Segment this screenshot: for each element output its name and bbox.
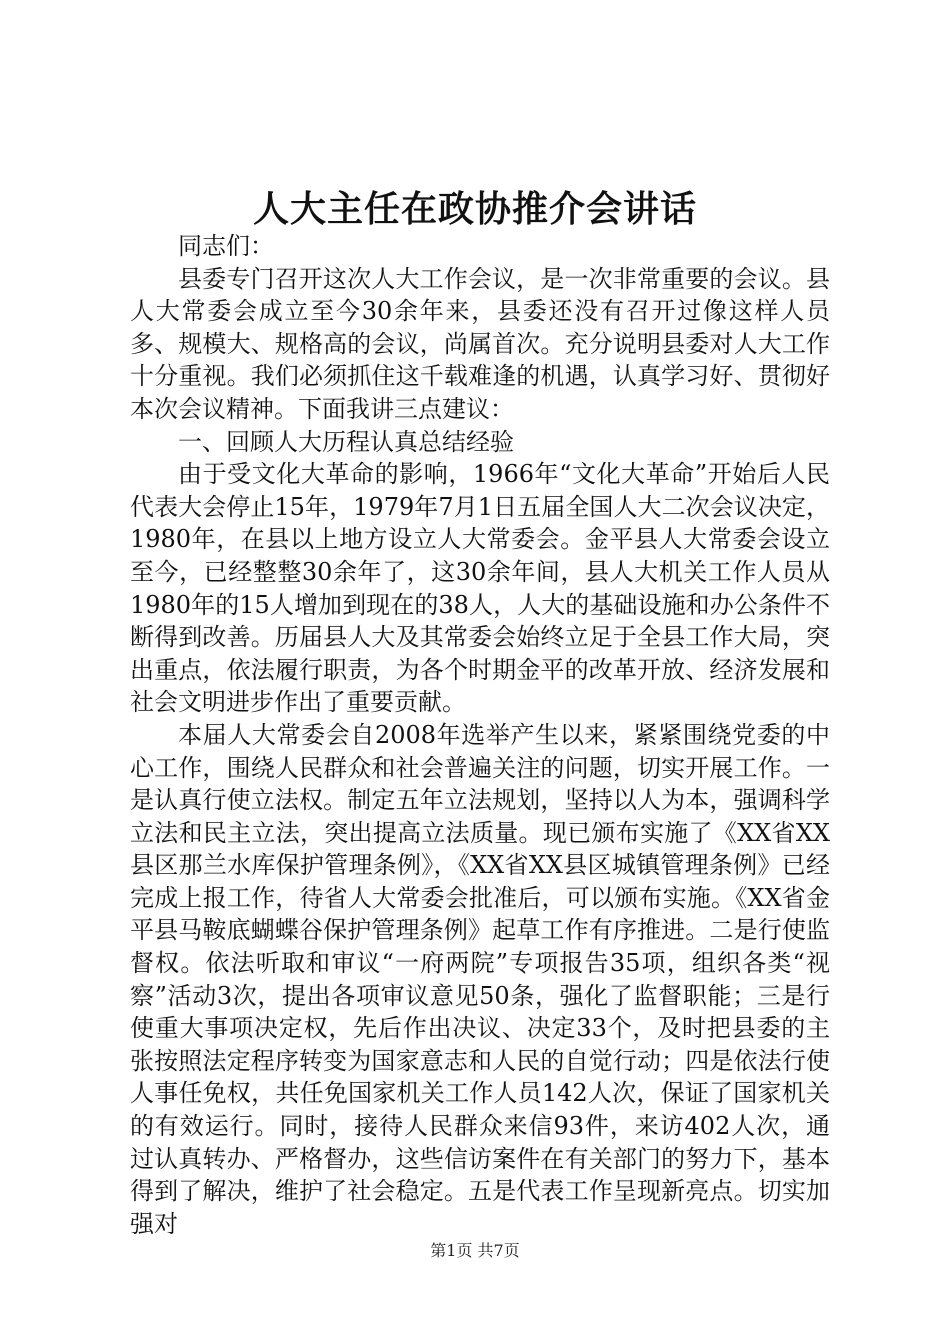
document-title: 人大主任在政协推介会讲话: [252, 188, 697, 230]
section-heading-1: 一、回顾人大历程认真总结经验: [178, 427, 514, 456]
document-body: [130, 230, 830, 1240]
salutation-paragraph: 同志们：: [178, 232, 274, 260]
achievements-paragraph: 本届人大常委会自2008年选举产生以来，紧紧围绕党委的中心工作，围绕人民群众和社会普遍关注的问题，切实开展工作。一是认真行使立法权。制定五年立法规划，坚持以人为本，强调科学立法和民主立法，突出提高立法质量。现已颁布实施了《XX省XX县区那兰水库保护管理条例》，《XX省XX县区城镇管理条例》已经完成上报工作，待省人大常委会批准后，可以颁布实施。《XX省金平县马鞍底蝴蝶谷保护管理条例》起草工作有序推进。二是行使监督权。依法听取和审议“一府两院”专项报告35项，组织各类“视察”活动3次，提出各项审议意见50条，强化了监督职能；三是行使重大事项决定权，先后作出决议、决定33个，及时把县委的主张按照法定程序转变为国家意志和人民的自觉行动；四是依法行使人事任免权，共任免国家机关工作人员142人次，保证了国家机关的有效运行。同时，接待人民群众来信93件，来访402人次，通过认真转办、严格督办，这些信访案件在有关部门的努力下，基本得到了解决，维护了社会稳定。五是代表工作呈现新亮点。切实加强对: [130, 720, 830, 1238]
history-paragraph: 由于受文化大革命的影响，1966年“文化大革命”开始后人民代表大会停止15年，1979年7月1日五届全国人大二次会议决定，1980年，在县以上地方设立人大常委会。金平县人大常委会设立至今，已经整整30余年了，这30余年间，县人大机关工作人员从1980年的15人增加到现在的38人，人大的基础设施和办公条件不断得到改善。历届县人大及其常委会始终立足于全县工作大局，突出重点，依法履行职责，为各个时期金平的改革开放、经济发展和社会文明进步作出了重要贡献。: [130, 460, 830, 717]
intro-paragraph: 县委专门召开这次人大工作会议，是一次非常重要的会议。县人大常委会成立至今30余年来，县委还没有召开过像这样人员多、规模大、规格高的会议，尚属首次。充分说明县委对人大工作十分重视。我们必须抓住这千载难逢的机遇，认真学习好、贯彻好本次会议精神。下面我讲三点建议：: [130, 264, 830, 423]
page-number-footer: 第1页 共7页: [430, 1241, 520, 1260]
